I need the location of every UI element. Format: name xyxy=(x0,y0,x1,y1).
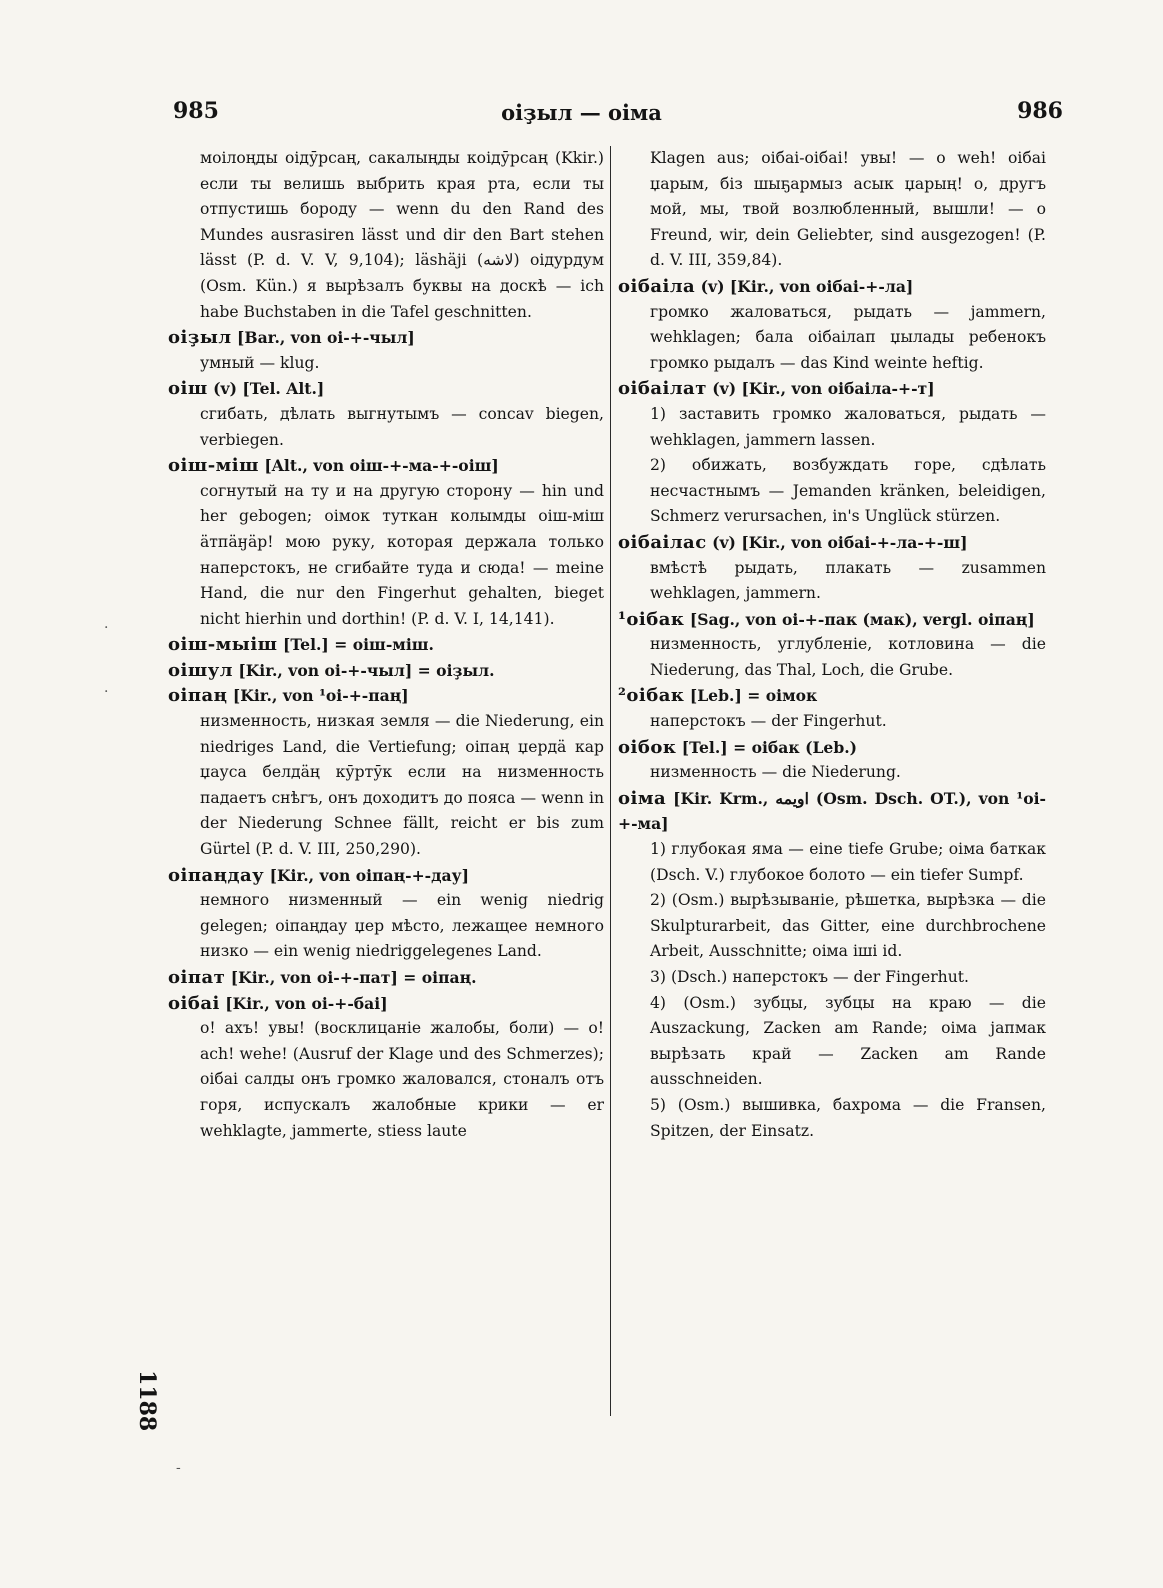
dictionary-entry xyxy=(168,991,604,1145)
dictionary-entry xyxy=(618,786,1046,1144)
entry-sense: 2) (Osm.) вырѣзываніе, рѣшетка, вырѣзка — die Skulpturarbeit, das Gitter, eine durchbrochene Arbeit, Ausschnitte; оіма іші id. xyxy=(650,891,1046,961)
headword: оібаі xyxy=(168,992,220,1014)
page-header xyxy=(0,98,1163,132)
right-column xyxy=(618,146,1046,1436)
dictionary-entry xyxy=(168,632,604,658)
headword: ¹оібак xyxy=(618,608,685,630)
entry-definition: низменность, углубленіе, котловина — die Niederung, das Thal, Loch, die Grube. xyxy=(650,635,1046,679)
column-divider xyxy=(610,146,611,1416)
entry-tag: [Kir., von оіпаң-+-дау] xyxy=(269,865,469,885)
dictionary-entry xyxy=(618,274,1046,376)
dictionary-entry xyxy=(168,965,604,991)
dictionary-entry xyxy=(168,325,604,376)
headword: оіш-міш xyxy=(168,455,259,477)
entry-tag: [Tel.] = оіш-міш. xyxy=(282,635,434,655)
entry-head xyxy=(618,683,1046,709)
dictionary-entry xyxy=(168,658,604,684)
entry-definition: сгибать, дѣлать выгнутымъ — concav biegen, verbiegen. xyxy=(200,404,604,449)
headword: оіпаң xyxy=(168,685,228,707)
dictionary-entry xyxy=(168,863,604,965)
page-number-right: 986 xyxy=(1017,98,1063,124)
left-column xyxy=(168,146,604,1436)
right-continuation: Klagen aus; оібаі-оібаі! увы! — о weh! оібаі џарым, біз шыҕармыз асык џарың! о, другъ мой, мы, твой возлюбленный, вышли! — o Freund, wir, dein Geliebter, sind ausgezogen! (P. d. V. III, 359,84). xyxy=(650,149,1046,270)
entry-sense: 2) обижать, возбуждать горе, сдѣлать несчастнымъ — Jemanden kränken, beleidigen, Schmerz verursachen, in's Unglück stürzen. xyxy=(650,456,1046,526)
entry-tag: [Tel.] = оібак (Leb.) xyxy=(681,737,858,757)
entry-tag: [Bar., von оі-+-чыл] xyxy=(237,328,415,348)
entry-definition: о! ахъ! увы! (восклицаніе жалобы, боли) — o! ach! wehe! (Ausruf der Klage und des Schmerzes); оібаі салды онъ громко жаловался, стоналъ отъ горя, испускалъ жалобные крики — er wehklagte, jammerte, stiess laute xyxy=(200,1019,604,1140)
headword: оіҙыл xyxy=(168,327,232,349)
entry-definition: согнутый на ту и на другую сторону — hin und her gebogen; оімок туткан колымды оіш-міш ӓтпӓӈӓр! мою руку, которая держала только наперстокъ, не сгибайте туда и сюда! — meine Hand, die nur den Fingerhut gehalten, bieget nicht hierhin und dorthin! (P. d. V. I, 14,141). xyxy=(200,481,604,628)
entry-head xyxy=(618,530,1046,556)
entry-tag: (v) [Kir., von оібаіла-+-т] xyxy=(712,379,935,399)
entry-definition: громко жаловаться, рыдать — jammern, wehklagen; бала оібаілап џылады ребенокъ громко рыдалъ — das Kind weinte heftig. xyxy=(650,302,1046,372)
dictionary-entry xyxy=(618,683,1046,734)
dictionary-entry xyxy=(168,453,604,632)
entry-head xyxy=(618,735,1046,761)
entry-definition: вмѣстѣ рыдать, плакать — zusammen wehklagen, jammern. xyxy=(650,558,1046,603)
entry-sense: 1) глубокая яма — eine tiefe Grube; оіма баткак (Dsch. V.) глубокое болото — ein tiefer Sumpf. xyxy=(650,840,1046,884)
entry-definition: низменность, низкая земля — die Niederung, ein niedriges Land, die Vertiefung; оіпаң џердӓ кар џауса белдӓң кӯртӯк если на низменность падаетъ снѣгъ, онъ доходитъ до пояса — wenn in der Niederung Schnee fällt, reicht er bis zum Gürtel (P. d. V. III, 250,290). xyxy=(200,712,604,859)
headword: оібаілас xyxy=(618,531,707,553)
entry-head xyxy=(168,325,604,351)
entry-head xyxy=(168,863,604,889)
entry-tag: (v) [Kir., von оібаі-+-ла-+-ш] xyxy=(712,532,968,552)
headword: ²оібак xyxy=(618,685,685,707)
headword: оібаіла xyxy=(618,275,696,297)
entry-head xyxy=(168,658,604,684)
entry-head xyxy=(168,965,604,991)
dictionary-entry xyxy=(168,683,604,862)
margin-tick: · xyxy=(104,620,109,636)
headword: оіма xyxy=(618,787,667,809)
entry-sense: 3) (Dsch.) наперстокъ — der Fingerhut. xyxy=(650,968,969,986)
dictionary-entry xyxy=(618,607,1046,684)
entry-head xyxy=(168,453,604,479)
entry-tag: (v) [Tel. Alt.] xyxy=(213,379,325,399)
entry-sense: 1) заставить громко жаловаться, рыдать — wehklagen, jammern lassen. xyxy=(650,404,1046,449)
headword: оіш-мыіш xyxy=(168,634,278,656)
entry-head xyxy=(618,376,1046,402)
left-continuation: моілоңды оідӯрсаң, сакалыңды коідӯрсаң (Kkir.) если ты велишь выбрить края рта, если ты отпустишь бороду — wenn du den Rand des Mundes ausrasiren lässt und dir den Bart stehen lässt (P. d. V. V, 9,104); läshäji (ﻻﺷﻪ) оідурдум (Osm. Kün.) я вырѣзалъ буквы на доскѣ — ich habe Buchstaben in die Tafel geschnitten. xyxy=(200,149,604,321)
entry-tag: [Kir. Krm., اويمه (Osm. Dsch. OT.), von ¹оі-+-ма] xyxy=(618,788,1046,834)
headword: оіш xyxy=(168,378,208,400)
headword: оіпаңдау xyxy=(168,864,265,886)
headword: оібаілат xyxy=(618,378,707,400)
entry-tag: [Kir., von оі-+-чыл] = оіҙыл. xyxy=(238,660,495,680)
entry-head xyxy=(168,683,604,709)
page-number-left: 985 xyxy=(173,98,219,124)
entry-definition: низменность — die Niederung. xyxy=(650,763,901,782)
headword: оіпат xyxy=(168,967,226,988)
entry-head xyxy=(618,607,1046,633)
entry-sense: 4) (Osm.) зубцы, зубцы на краю — die Auszackung, Zacken am Rande; оіма јапмак вырѣзать край — Zacken am Rande ausschneiden. xyxy=(650,993,1046,1089)
entry-head xyxy=(168,632,604,658)
headword: оішул xyxy=(168,659,233,681)
entry-tag: (v) [Kir., von оібаі-+-ла] xyxy=(700,276,914,296)
entry-head xyxy=(618,786,1046,837)
headword: оібок xyxy=(618,736,677,758)
margin-tick: - xyxy=(176,1460,181,1476)
dictionary-entry xyxy=(168,376,604,453)
entry-tag: [Kir., von оі-+-баі] xyxy=(225,993,388,1013)
entry-head xyxy=(168,376,604,402)
entry-sense: 5) (Osm.) вышивка, бахрома — die Fransen, Spitzen, der Einsatz. xyxy=(650,1095,1046,1140)
entry-tag: [Sag., von оі-+-пак (мак), vergl. оіпаң] xyxy=(689,609,1035,629)
entry-tag: [Kir., von ¹оі-+-паң] xyxy=(232,686,409,706)
dictionary-entry xyxy=(618,735,1046,786)
entry-head xyxy=(168,991,604,1017)
entry-definition: наперстокъ — der Fingerhut. xyxy=(650,712,887,731)
dictionary-entry xyxy=(618,376,1046,530)
entry-head xyxy=(618,274,1046,300)
dictionary-entry xyxy=(618,530,1046,607)
side-mark: 1188 xyxy=(134,1370,160,1432)
entry-tag: [Leb.] = оімок xyxy=(689,686,818,706)
entry-tag: [Kir., von оі-+-пат] = оіпаң. xyxy=(230,968,477,987)
entry-tag: [Alt., von оіш-+-ма-+-оіш] xyxy=(264,456,499,476)
margin-tick: · xyxy=(104,684,109,700)
entry-definition: немного низменный — ein wenig niedrig gelegen; оіпаңдау џер мѣсто, лежащее немного низко — ein wenig niedriggelegenes Land. xyxy=(200,891,604,961)
entry-definition: умный — klug. xyxy=(200,353,320,372)
running-title: оіҙыл — оіма xyxy=(501,100,662,125)
